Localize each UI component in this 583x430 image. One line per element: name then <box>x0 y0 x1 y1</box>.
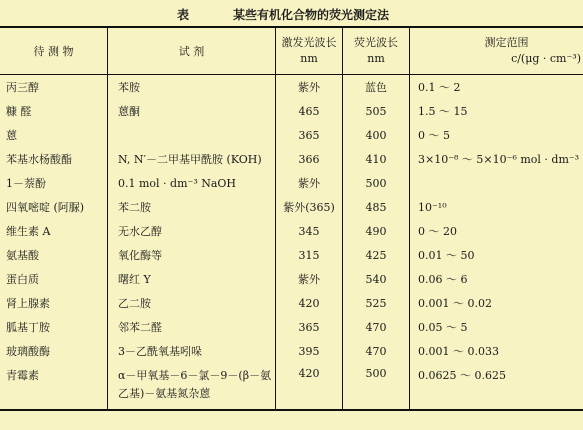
cell-range <box>410 267 583 291</box>
cell-emission <box>343 219 410 243</box>
cell-reagent <box>108 99 276 123</box>
cell-emission-text: 500 <box>365 367 387 380</box>
cell-emission <box>343 171 410 195</box>
cell-reagent-text: 0.1 mol · dm⁻³ NaOH <box>118 176 237 190</box>
cell-emission <box>343 195 410 219</box>
cell-excitation <box>276 243 343 267</box>
emission-unit: nm <box>367 52 385 65</box>
cell-reagent <box>108 123 276 147</box>
cell-emission-text: 485 <box>365 200 387 214</box>
cell-emission-text: 540 <box>365 272 387 286</box>
cell-emission-text: 500 <box>365 176 387 190</box>
cell-analyte <box>0 147 108 171</box>
cell-excitation <box>276 363 343 410</box>
cell-analyte-text: 苯基水杨酸酯 <box>6 153 72 166</box>
cell-excitation-text: 紫外 <box>298 81 320 94</box>
cell-analyte-text: 糠 醛 <box>6 105 32 118</box>
cell-analyte-text: 氨基酸 <box>6 249 39 262</box>
excitation-label: 激发光波长 <box>281 36 337 49</box>
cell-analyte-text: 玻璃酸酶 <box>6 345 50 358</box>
cell-range <box>410 123 583 147</box>
col-header-emission <box>343 27 410 75</box>
cell-range-text: 0.06 ～ 6 <box>418 273 468 286</box>
cell-excitation-text: 420 <box>298 367 320 380</box>
cell-emission <box>343 123 410 147</box>
cell-analyte-text: 蒽 <box>6 129 17 142</box>
cell-emission-text: 410 <box>365 152 387 166</box>
cell-reagent-text: 乙二胺 <box>118 297 151 310</box>
cell-excitation <box>276 75 343 100</box>
cell-reagent <box>108 339 276 363</box>
range-label: 测定范围 <box>484 36 529 49</box>
cell-excitation <box>276 99 343 123</box>
cell-emission-text: 490 <box>365 224 387 238</box>
cell-reagent-text: α－甲氧基－6－氯－9－(β－氨乙基)－氨基氮杂蒽 <box>118 369 272 400</box>
emission-label: 荧光波长 <box>354 36 398 49</box>
cell-excitation <box>276 123 343 147</box>
cell-emission-text: 425 <box>365 248 387 262</box>
cell-analyte <box>0 219 108 243</box>
cell-excitation-text: 395 <box>298 344 320 358</box>
cell-excitation-text: 365 <box>298 128 320 142</box>
excitation-unit: nm <box>300 52 318 65</box>
cell-emission <box>343 147 410 171</box>
cell-emission-text: 525 <box>365 296 387 310</box>
cell-range <box>410 315 583 339</box>
cell-analyte <box>0 99 108 123</box>
cell-reagent-text: 蒽酮 <box>118 105 140 118</box>
cell-analyte-text: 四氧嘧啶 (阿脲) <box>6 201 85 214</box>
cell-range-text: 0 ～ 5 <box>418 129 450 142</box>
cell-range-text: 0 ～ 20 <box>418 225 457 238</box>
cell-range <box>410 219 583 243</box>
table-row <box>0 195 583 219</box>
cell-excitation-text: 465 <box>298 104 320 118</box>
cell-analyte <box>0 243 108 267</box>
cell-range-text: 0.1 ～ 2 <box>418 81 461 94</box>
cell-reagent <box>108 315 276 339</box>
table-body <box>0 75 583 411</box>
cell-range-text: 3×10⁻⁸ ～ 5×10⁻⁶ mol · dm⁻³ <box>418 153 580 166</box>
cell-range <box>410 339 583 363</box>
header-row <box>0 27 583 75</box>
cell-excitation-text: 345 <box>298 224 320 238</box>
table-row <box>0 267 583 291</box>
cell-reagent <box>108 195 276 219</box>
table-row <box>0 363 583 410</box>
cell-analyte-text: 1－萘酚 <box>6 177 46 190</box>
range-unit: c/(μg · cm⁻³) <box>511 52 581 65</box>
cell-reagent-text: 氧化酶等 <box>118 249 162 262</box>
cell-analyte-text: 肾上腺素 <box>6 297 50 310</box>
cell-emission-text: 470 <box>365 320 387 334</box>
cell-excitation <box>276 315 343 339</box>
cell-emission <box>343 291 410 315</box>
cell-range <box>410 147 583 171</box>
table-caption <box>0 4 583 22</box>
cell-emission <box>343 339 410 363</box>
cell-reagent <box>108 147 276 171</box>
cell-reagent-text: 曙红 Y <box>118 273 151 286</box>
cell-excitation <box>276 267 343 291</box>
table-row <box>0 171 583 195</box>
cell-emission-text: 505 <box>365 104 387 118</box>
cell-analyte-text: 维生素 A <box>6 225 51 238</box>
cell-reagent <box>108 291 276 315</box>
col-header-analyte: 待 测 物 <box>0 27 108 75</box>
cell-range <box>410 99 583 123</box>
cell-analyte-text: 胍基丁胺 <box>6 321 50 334</box>
table-row <box>0 123 583 147</box>
table-row <box>0 147 583 171</box>
cell-emission-text: 400 <box>365 128 387 142</box>
cell-range <box>410 75 583 100</box>
cell-range <box>410 243 583 267</box>
cell-analyte <box>0 171 108 195</box>
cell-analyte <box>0 315 108 339</box>
cell-emission <box>343 243 410 267</box>
cell-emission-text: 470 <box>365 344 387 358</box>
col-header-excitation <box>276 27 343 75</box>
cell-analyte-text: 丙三醇 <box>6 81 39 94</box>
cell-excitation <box>276 195 343 219</box>
cell-analyte <box>0 339 108 363</box>
cell-excitation <box>276 219 343 243</box>
cell-reagent <box>108 171 276 195</box>
cell-reagent-text: 苯二胺 <box>118 201 151 214</box>
table-row <box>0 99 583 123</box>
cell-reagent <box>108 267 276 291</box>
caption-text: 某些有机化合物的荧光测定法 <box>233 8 390 22</box>
cell-reagent-text: 邻苯二醛 <box>118 321 162 334</box>
table-row <box>0 75 583 100</box>
cell-range-text: 0.05 ～ 5 <box>418 321 468 334</box>
col-header-reagent: 试 剂 <box>108 27 276 75</box>
cell-emission-text: 蓝色 <box>365 81 387 94</box>
table-row <box>0 339 583 363</box>
cell-excitation <box>276 291 343 315</box>
cell-analyte-text: 蛋白质 <box>6 273 39 286</box>
cell-emission <box>343 267 410 291</box>
cell-excitation-text: 紫外 <box>298 273 320 286</box>
cell-analyte <box>0 363 108 410</box>
fluorescence-table <box>0 26 583 411</box>
cell-excitation <box>276 339 343 363</box>
cell-excitation-text: 紫外(365) <box>283 201 335 214</box>
cell-analyte <box>0 291 108 315</box>
cell-range <box>410 195 583 219</box>
cell-reagent <box>108 75 276 100</box>
table-row <box>0 219 583 243</box>
cell-range <box>410 291 583 315</box>
cell-range <box>410 363 583 410</box>
cell-emission <box>343 75 410 100</box>
cell-excitation <box>276 147 343 171</box>
cell-analyte-text: 青霉素 <box>6 369 39 382</box>
cell-reagent-text: N, N′－二甲基甲酰胺 (KOH) <box>118 153 262 166</box>
col-header-range <box>410 27 583 75</box>
cell-reagent-text: 苯胺 <box>118 81 140 94</box>
cell-excitation-text: 366 <box>298 152 320 166</box>
cell-range-text: 0.001 ～ 0.033 <box>418 345 499 358</box>
table-row <box>0 243 583 267</box>
cell-excitation-text: 365 <box>298 320 320 334</box>
cell-excitation <box>276 171 343 195</box>
cell-reagent <box>108 243 276 267</box>
cell-emission <box>343 99 410 123</box>
cell-range-text: 10⁻¹⁰ <box>418 200 447 214</box>
cell-range <box>410 171 583 195</box>
cell-range-text: 0.01 ～ 50 <box>418 249 475 262</box>
cell-excitation-text: 315 <box>298 248 320 262</box>
cell-range-text: 0.0625 ～ 0.625 <box>418 369 506 382</box>
cell-range-text: 1.5 ～ 15 <box>418 105 468 118</box>
cell-reagent-text: 3－乙酰氧基吲哚 <box>118 345 202 358</box>
cell-analyte <box>0 267 108 291</box>
table-row <box>0 291 583 315</box>
caption-label: 表 <box>177 8 190 22</box>
cell-range-text: 0.001 ～ 0.02 <box>418 297 492 310</box>
cell-analyte <box>0 75 108 100</box>
cell-emission <box>343 315 410 339</box>
cell-reagent-text: 无水乙醇 <box>118 225 162 238</box>
cell-excitation-text: 紫外 <box>298 177 320 190</box>
cell-analyte <box>0 123 108 147</box>
cell-reagent <box>108 219 276 243</box>
table-row <box>0 315 583 339</box>
cell-emission <box>343 363 410 410</box>
cell-reagent <box>108 363 276 410</box>
cell-analyte <box>0 195 108 219</box>
cell-excitation-text: 420 <box>298 296 320 310</box>
